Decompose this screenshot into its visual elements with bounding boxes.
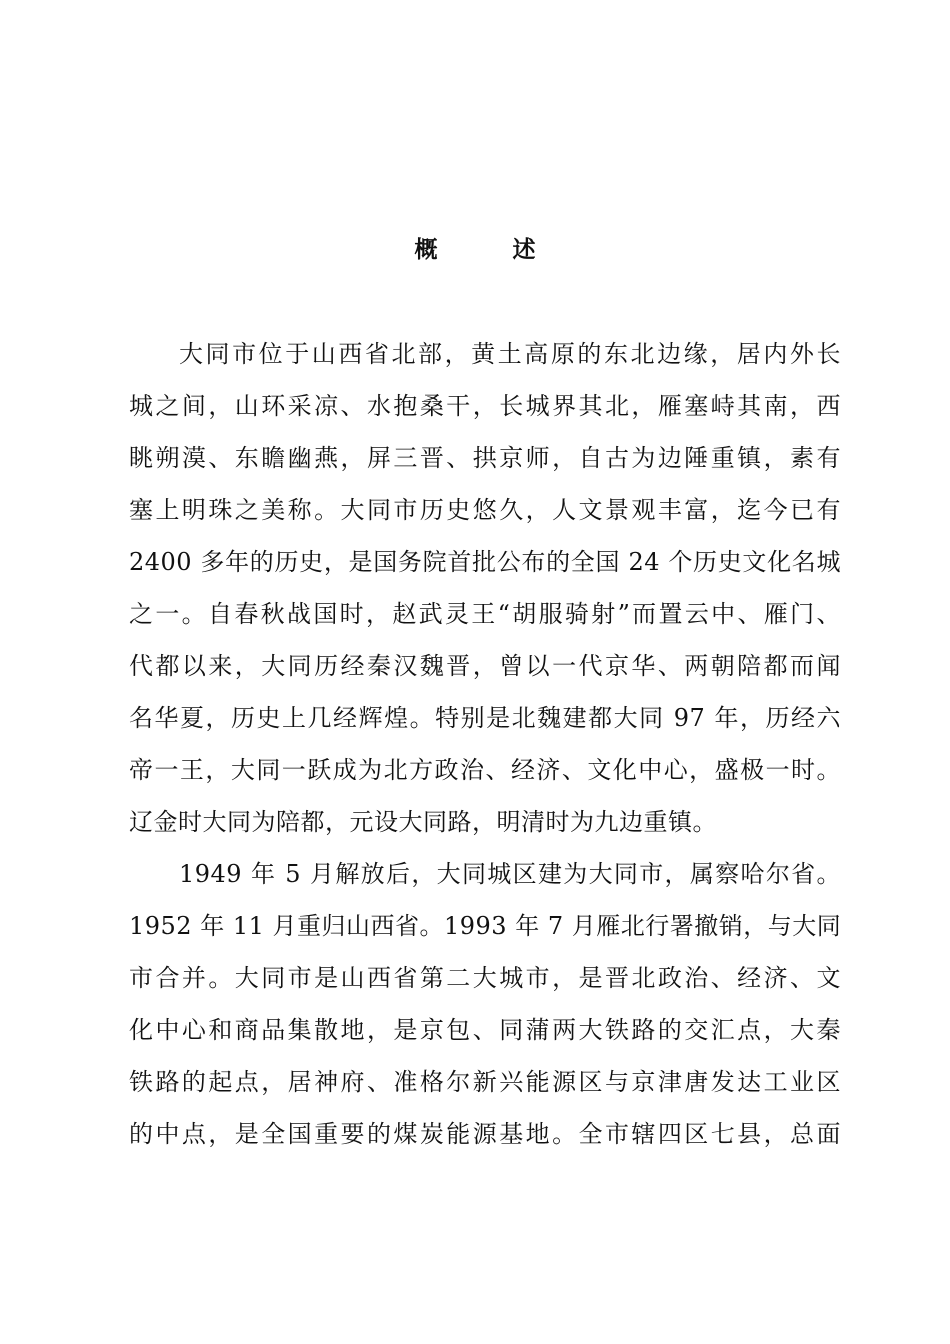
paragraph-1-line-6: 之一。自春秋战国时，赵武灵王“胡服骑射”而置云中、雁门、 bbox=[129, 600, 841, 628]
paragraph-2-line-4: 化中心和商品集散地，是京包、同蒲两大铁路的交汇点，大秦 bbox=[129, 1016, 841, 1044]
paragraph-1-line-5: 2400 多年的历史，是国务院首批公布的全国 24 个历史文化名城 bbox=[129, 548, 841, 576]
document-title: 概 述 bbox=[414, 236, 562, 263]
paragraph-1-line-7: 代都以来，大同历经秦汉魏晋，曾以一代京华、两朝陪都而闻 bbox=[129, 652, 841, 680]
paragraph-2-line-2: 1952 年 11 月重归山西省。1993 年 7 月雁北行署撤销，与大同 bbox=[129, 912, 842, 940]
paragraph-1-line-10: 辽金时大同为陪都，元设大同路，明清时为九边重镇。 bbox=[129, 808, 717, 836]
paragraph-1-line-1: 大同市位于山西省北部，黄土高原的东北边缘，居内外长 bbox=[179, 340, 841, 368]
paragraph-1-line-4: 塞上明珠之美称。大同市历史悠久，人文景观丰富，迄今已有 bbox=[129, 496, 841, 524]
paragraph-1-line-8: 名华夏，历史上几经辉煌。特别是北魏建都大同 97 年，历经六 bbox=[129, 704, 841, 732]
paragraph-1-line-3: 眺朔漠、东瞻幽燕，屏三晋、拱京师，自古为边陲重镇，素有 bbox=[129, 444, 841, 472]
paragraph-2-line-3: 市合并。大同市是山西省第二大城市，是晋北政治、经济、文 bbox=[129, 964, 841, 992]
paragraph-1-line-2: 城之间，山环采凉、水抱桑干，长城界其北，雁塞峙其南，西 bbox=[129, 392, 841, 420]
document-body bbox=[129, 336, 841, 1168]
paragraph-2-line-1: 1949 年 5 月解放后，大同城区建为大同市，属察哈尔省。 bbox=[179, 860, 841, 888]
paragraph-2-line-6: 的中点，是全国重要的煤炭能源基地。全市辖四区七县，总面 bbox=[129, 1120, 841, 1148]
paragraph-1-line-9: 帝一王，大同一跃成为北方政治、经济、文化中心，盛极一时。 bbox=[129, 756, 841, 784]
paragraph-2-line-5: 铁路的起点，居神府、准格尔新兴能源区与京津唐发达工业区 bbox=[129, 1068, 841, 1096]
